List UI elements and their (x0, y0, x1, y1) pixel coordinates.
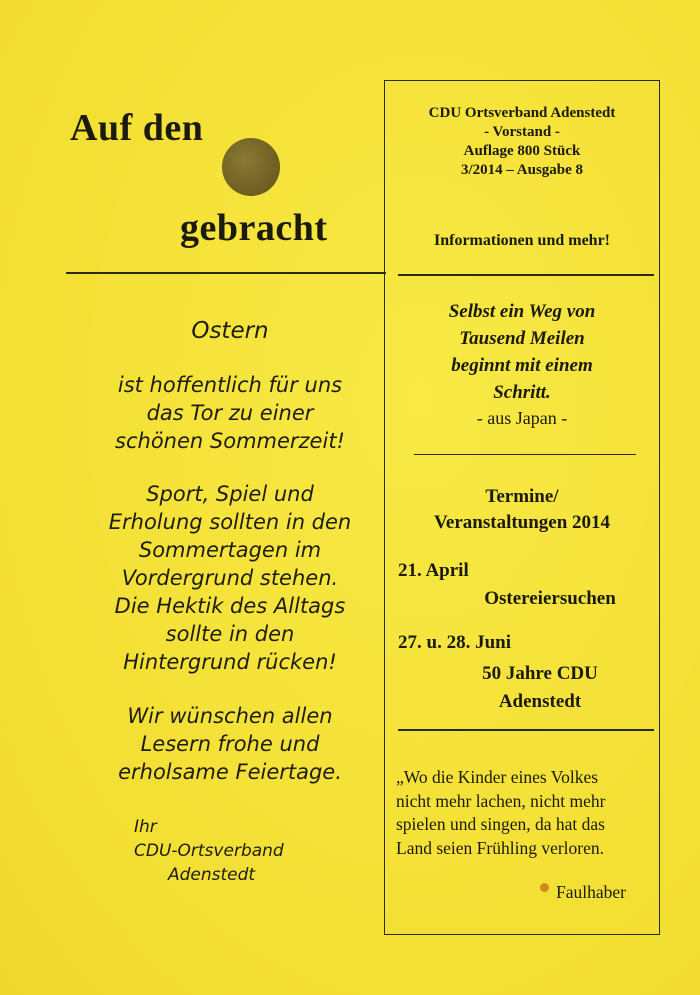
text-line: Sommertagen im (138, 538, 322, 562)
text-line: das Tor zu einer (146, 401, 314, 425)
title-line-1: Auf den (70, 107, 204, 149)
text-line: sollte in den (165, 622, 295, 646)
divider-left (66, 272, 386, 274)
signature-line: Adenstedt (168, 865, 256, 885)
events-title (384, 484, 660, 536)
quote-line: „Wo die Kinder eines Volkes (396, 767, 599, 787)
text-line: Vordergrund stehen. (121, 566, 339, 590)
text-line: ist hoffentlich für uns (117, 373, 343, 397)
quote-line: Selbst ein Weg von (448, 301, 596, 322)
faulhaber-quote (396, 766, 652, 860)
ostern-heading: Ostern (191, 318, 269, 344)
events-title-line: Veranstaltungen 2014 (433, 512, 611, 533)
text-line: Hintergrund rücken! (123, 650, 337, 674)
quote-source: - aus Japan - (476, 408, 568, 428)
text-line: schönen Sommerzeit! (115, 429, 345, 453)
ball-graphic (222, 138, 280, 196)
text-line: Wir wünschen allen (127, 704, 333, 728)
header-line: 3/2014 – Ausgabe 8 (460, 162, 584, 178)
header-line: CDU Ortsverband Adenstedt (428, 105, 616, 121)
quote-line: Schritt. (493, 382, 551, 403)
paragraph-easter (70, 371, 390, 455)
event-date: 27. u. 28. Juni (398, 632, 511, 653)
text-line: erholsame Feiertage. (118, 760, 342, 784)
quote-line: Tausend Meilen (459, 328, 585, 349)
quote-line: Land seien Frühling verloren. (396, 837, 605, 858)
divider-right-3 (398, 729, 654, 731)
quote-line: nicht mehr lachen, nicht mehr (396, 790, 606, 811)
header-line: - Vorstand - (484, 124, 560, 140)
text-line: Die Hektik des Alltags (114, 594, 346, 618)
divider-right-1 (398, 274, 654, 276)
text-line: Lesern frohe und (140, 732, 320, 756)
divider-right-2 (414, 454, 636, 455)
signature-line: CDU-Ortsverband (134, 841, 284, 861)
bullet-dot (540, 883, 549, 892)
event-name (440, 660, 640, 716)
paragraph-summer (70, 480, 390, 676)
header-line: Auflage 800 Stück (463, 143, 581, 159)
quote-line: spielen und singen, da hat das (396, 814, 605, 834)
quote-line: beginnt mit einem (451, 355, 593, 376)
japanese-quote (384, 298, 660, 406)
events-title-line: Termine/ (485, 486, 559, 507)
text-line: Sport, Spiel und (146, 482, 314, 506)
publisher-header (384, 104, 660, 180)
info-subtitle: Informationen und mehr! (433, 232, 610, 249)
quote-author: Faulhaber (556, 882, 626, 902)
event-name-line: 50 Jahre CDU (482, 663, 598, 684)
event-name: Ostereiersuchen (484, 588, 616, 609)
title-line-2: gebracht (180, 207, 328, 249)
text-line: Erholung sollten in den (108, 510, 352, 534)
event-date: 21. April (398, 560, 469, 581)
paragraph-wishes (70, 702, 390, 786)
signature (134, 815, 284, 887)
signature-line: Ihr (134, 817, 157, 837)
event-name-line: Adenstedt (498, 691, 582, 712)
